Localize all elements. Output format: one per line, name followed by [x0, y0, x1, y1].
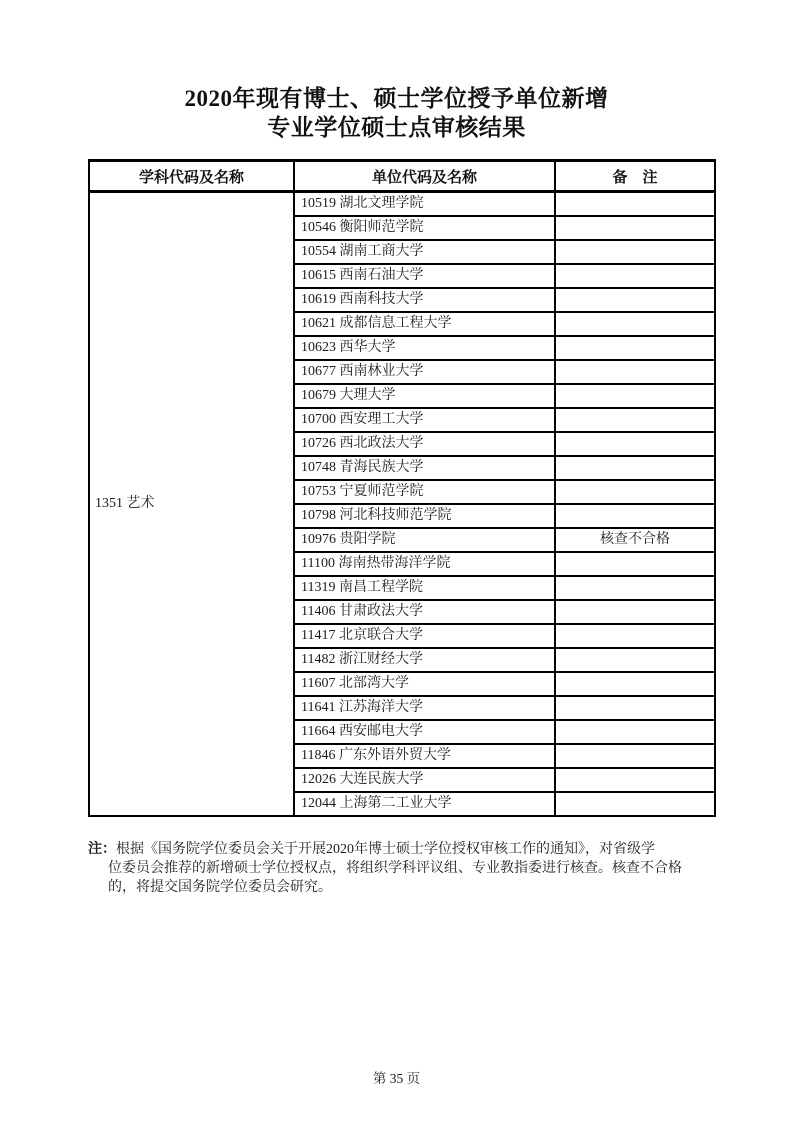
page-title-line-2: 专业学位硕士点审核结果: [267, 115, 526, 140]
unit-code-name-cell: 10726 西北政法大学: [294, 432, 555, 456]
page-number-label: 第 35 页: [372, 1071, 421, 1086]
table-row: [89, 192, 715, 217]
remark-cell: [555, 264, 715, 288]
col-header-subject-code-name: 学科代码及名称: [89, 161, 294, 192]
unit-code-name-cell: 11482 浙江财经大学: [294, 648, 555, 672]
remark-cell: [555, 552, 715, 576]
footnote-line: 的，将提交国务院学位委员会研究。: [108, 880, 332, 895]
unit-code-name-cell: 10748 青海民族大学: [294, 456, 555, 480]
unit-code-name-cell: 10677 西南林业大学: [294, 360, 555, 384]
subject-code-name-cell: 1351 艺术: [89, 192, 294, 817]
unit-code-name-cell: 10519 湖北文理学院: [294, 192, 555, 217]
remark-cell: [555, 360, 715, 384]
unit-code-name-cell: 10546 衡阳师范学院: [294, 216, 555, 240]
header-row: [89, 161, 715, 192]
remark-cell: [555, 384, 715, 408]
unit-code-name-cell: 12026 大连民族大学: [294, 768, 555, 792]
remark-cell: [555, 504, 715, 528]
unit-code-name-cell: 10700 西安理工大学: [294, 408, 555, 432]
remark-cell: [555, 576, 715, 600]
footnote-prefix: 注：: [88, 842, 116, 857]
unit-code-name-cell: 11607 北部湾大学: [294, 672, 555, 696]
col-header-unit-code-name: 单位代码及名称: [294, 161, 555, 192]
results-table-header: [89, 161, 715, 192]
unit-code-name-cell: 10976 贵阳学院: [294, 528, 555, 552]
unit-code-name-cell: 11417 北京联合大学: [294, 624, 555, 648]
remark-cell: [555, 624, 715, 648]
unit-code-name-cell: 10554 湖南工商大学: [294, 240, 555, 264]
remark-cell: [555, 216, 715, 240]
unit-code-name-cell: 10753 宁夏师范学院: [294, 480, 555, 504]
footnote: [88, 840, 714, 897]
remark-cell: [555, 432, 715, 456]
unit-code-name-cell: 10619 西南科技大学: [294, 288, 555, 312]
page-number: [0, 1067, 793, 1087]
remark-cell: [555, 192, 715, 217]
remark-cell: [555, 648, 715, 672]
remark-cell: 核查不合格: [555, 528, 715, 552]
remark-cell: [555, 456, 715, 480]
unit-code-name-cell: 11100 海南热带海洋学院: [294, 552, 555, 576]
unit-code-name-cell: 11406 甘肃政法大学: [294, 600, 555, 624]
unit-code-name-cell: 10798 河北科技师范学院: [294, 504, 555, 528]
page-title-line-1: 2020年现有博士、硕士学位授予单位新增: [184, 86, 609, 111]
unit-code-name-cell: 11319 南昌工程学院: [294, 576, 555, 600]
remark-cell: [555, 600, 715, 624]
results-table: [88, 159, 716, 817]
footnote-line: 位委员会推荐的新增硕士学位授权点，将组织学科评议组、专业教指委进行核查。核查不合格: [108, 861, 682, 876]
unit-code-name-cell: 12044 上海第二工业大学: [294, 792, 555, 816]
col-header-remark: 备 注: [555, 161, 715, 192]
footnote-line: 注：根据《国务院学位委员会关于开展2020年博士硕士学位授权审核工作的通知》，对省级学: [88, 842, 655, 857]
unit-code-name-cell: 11846 广东外语外贸大学: [294, 744, 555, 768]
remark-cell: [555, 312, 715, 336]
remark-cell: [555, 744, 715, 768]
remark-cell: [555, 768, 715, 792]
remark-cell: [555, 288, 715, 312]
unit-code-name-cell: 11664 西安邮电大学: [294, 720, 555, 744]
unit-code-name-cell: 11641 江苏海洋大学: [294, 696, 555, 720]
unit-code-name-cell: 10623 西华大学: [294, 336, 555, 360]
page-title: [0, 84, 793, 142]
remark-cell: [555, 696, 715, 720]
remark-cell: [555, 408, 715, 432]
remark-cell: [555, 480, 715, 504]
remark-cell: [555, 792, 715, 816]
remark-cell: [555, 240, 715, 264]
results-table-body: [89, 192, 715, 817]
remark-cell: [555, 672, 715, 696]
remark-cell: [555, 720, 715, 744]
unit-code-name-cell: 10615 西南石油大学: [294, 264, 555, 288]
unit-code-name-cell: 10621 成都信息工程大学: [294, 312, 555, 336]
unit-code-name-cell: 10679 大理大学: [294, 384, 555, 408]
remark-cell: [555, 336, 715, 360]
